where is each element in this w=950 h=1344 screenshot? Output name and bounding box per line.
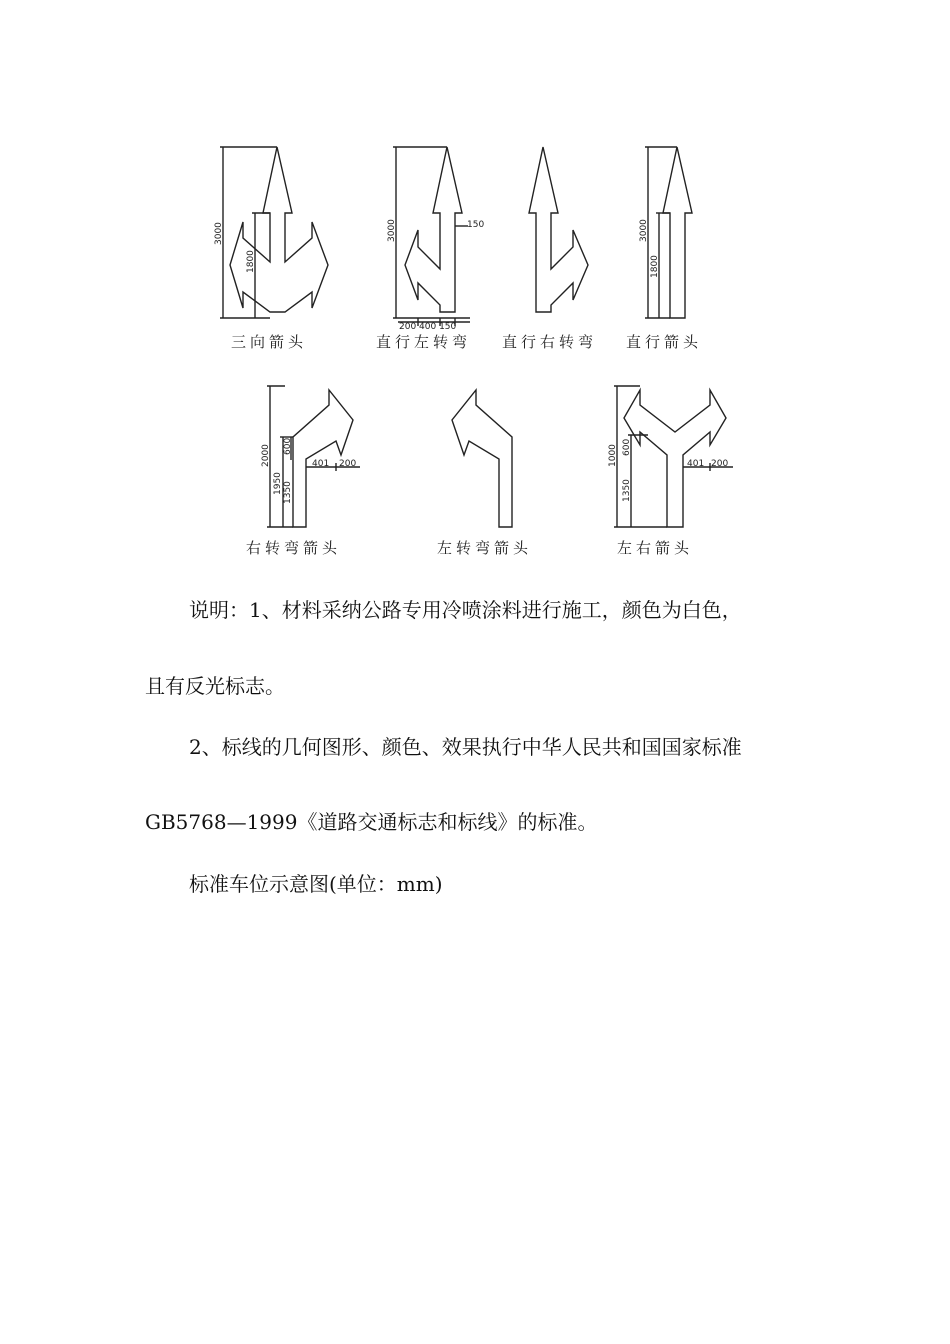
dim-three-way-body: 1800 (246, 250, 256, 273)
caption-straight-right: 直行右转弯 (502, 333, 598, 351)
caption-three-way: 三向箭头 (231, 333, 308, 351)
dim-lr-w: 401 (687, 459, 705, 469)
dim-straight-left-bottom: 200 400 150 (399, 322, 457, 332)
three-way-arrow-shape (230, 147, 328, 312)
straight-left-arrow (376, 147, 484, 351)
left-turn-arrow-shape (452, 390, 512, 527)
straight-arrow-shape (663, 147, 692, 318)
dim-right-w: 401 (312, 459, 330, 469)
straight-left-arrow-shape (405, 147, 462, 312)
straight-arrow (626, 147, 702, 351)
dim-straight-left-tab: 150 (467, 220, 485, 230)
caption-left-right: 左右箭头 (617, 539, 694, 557)
straight-right-arrow-shape (529, 147, 588, 312)
dim-three-way-total: 3000 (214, 222, 224, 245)
caption-straight-left: 直行左转弯 (376, 333, 472, 351)
dim-right-c: 1350 (283, 481, 293, 504)
note-item-1-line-2: 且有反光标志。 (145, 674, 285, 698)
left-right-arrow (608, 386, 733, 557)
dim-straight-body: 1800 (650, 255, 660, 278)
caption-straight: 直行箭头 (626, 333, 703, 351)
dim-right-b: 1950 (273, 472, 283, 495)
dim-right-w2: 200 (339, 459, 357, 469)
parking-diagram-heading: 标准车位示意图(单位：mm) (189, 872, 443, 896)
note-item-2-line-2: GB5768—1999《道路交通标志和标线》的标准。 (145, 810, 598, 834)
straight-right-arrow (502, 147, 597, 351)
right-turn-arrow (246, 386, 360, 557)
dim-straight-total: 3000 (639, 219, 649, 242)
caption-right-turn: 右转弯箭头 (246, 539, 342, 557)
dim-lr-total: 1000 (608, 444, 618, 467)
dim-lr-b: 1350 (622, 479, 632, 502)
dim-right-a: 600 (283, 437, 293, 455)
left-turn-arrow (437, 390, 532, 557)
caption-left-turn: 左转弯箭头 (437, 539, 533, 557)
note-item-2-line-1: 2、标线的几何图形、颜色、效果执行中华人民共和国国家标准 (189, 735, 742, 759)
dim-lr-a: 600 (622, 438, 632, 456)
note-item-1-line-1: 说明：1、材料采纳公路专用冷喷涂料进行施工，颜色为白色， (189, 598, 742, 622)
dim-lr-w2: 200 (711, 459, 729, 469)
dim-right-total: 2000 (261, 444, 271, 467)
dim-straight-left-total: 3000 (387, 219, 397, 242)
road-marking-arrows-figure (0, 0, 950, 580)
three-way-arrow (214, 147, 328, 351)
